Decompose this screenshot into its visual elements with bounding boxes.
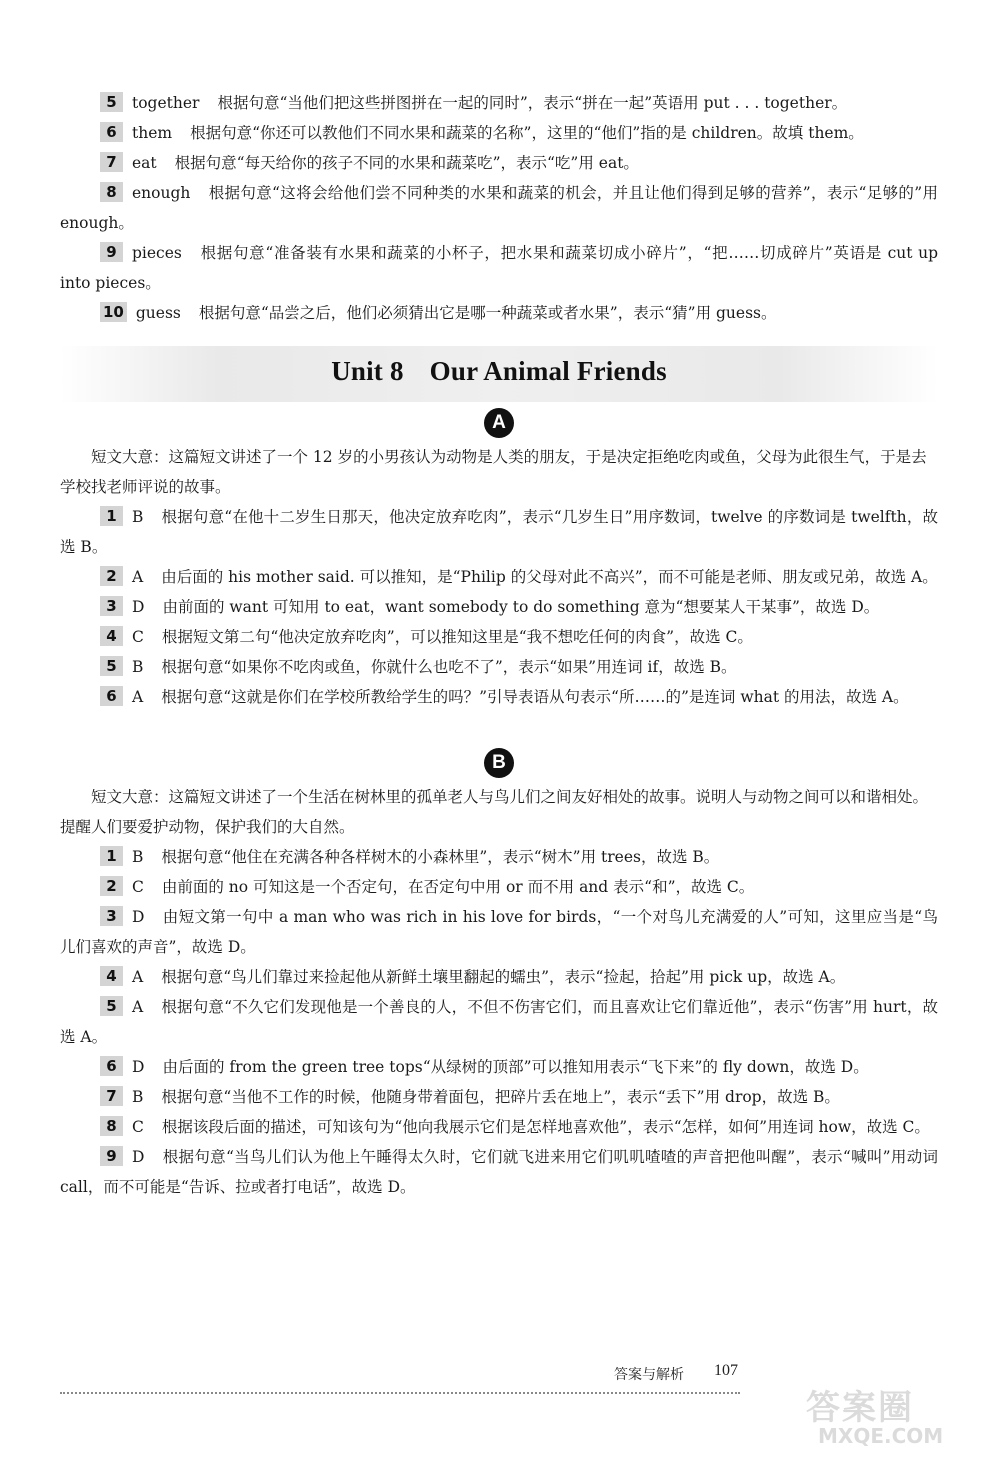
section-spacer	[60, 712, 938, 742]
item-number: 3	[100, 906, 123, 926]
watermark-url: MXQE.COM	[818, 1424, 944, 1448]
section-b-mark: B	[484, 748, 514, 778]
item-number: 1	[100, 506, 123, 526]
item-answer: D	[132, 1148, 145, 1166]
watermark-logo	[796, 1380, 986, 1452]
page-number: 107	[714, 1362, 738, 1379]
item-explanation: 根据句意“当鸟儿们认为他上午睡得太久时，它们就飞进来用它们叽叽喳喳的声音把他叫醒”，表示“喊叫”用动词 call，而不可能是“告诉、拉或者打电话”，故选 D。	[60, 1148, 938, 1196]
answer-item	[60, 992, 938, 1052]
item-explanation: 由后面的 from the green tree tops“从绿树的顶部”可以推知用表示“飞下来”的 fly down，故选 D。	[162, 1058, 869, 1076]
item-answer: eat	[132, 154, 157, 172]
answer-item	[60, 962, 938, 992]
answer-item	[60, 118, 938, 148]
unit-name: Our Animal Friends	[429, 356, 667, 386]
answer-item	[60, 298, 938, 328]
item-number: 5	[100, 996, 123, 1016]
answer-item	[60, 592, 938, 622]
item-explanation: 根据该段后面的描述，可知该句为“他向我展示它们是怎样地喜欢他”，表示“怎样，如何”用连词 how，故选 C。	[161, 1118, 930, 1136]
item-answer: A	[132, 568, 144, 586]
answer-item	[60, 682, 938, 712]
item-answer: D	[132, 908, 145, 926]
section-b-answer-list	[60, 842, 938, 1202]
item-number: 8	[100, 1116, 123, 1136]
answer-item	[60, 1052, 938, 1082]
item-explanation: 由前面的 no 可知这是一个否定句，在否定句中用 or 而不用 and 表示“和”，故选 C。	[161, 878, 755, 896]
answer-item	[60, 1142, 938, 1202]
answer-item	[60, 502, 938, 562]
item-answer: pieces	[132, 244, 182, 262]
item-answer: B	[132, 848, 144, 866]
unit-banner	[60, 346, 938, 402]
answer-item	[60, 622, 938, 652]
answer-item	[60, 902, 938, 962]
item-answer: A	[132, 968, 144, 986]
item-number: 6	[100, 122, 123, 142]
item-explanation: 根据句意“当他不工作的时候，他随身带着面包，把碎片丢在地上”，表示“丢下”用 drop，故选 B。	[161, 1088, 840, 1106]
item-explanation: 根据句意“在他十二岁生日那天，他决定放弃吃肉”，表示“几岁生日”用序数词，twelve 的序数词是 twelfth，故选 B。	[60, 508, 938, 556]
item-explanation: 根据句意“鸟儿们靠过来捡起他从新鲜土壤里翻起的蠕虫”，表示“捡起，拾起”用 pick up，故选 A。	[161, 968, 846, 986]
item-answer: B	[132, 658, 144, 676]
item-explanation: 根据句意“每天给你的孩子不同的水果和蔬菜吃”，表示“吃”用 eat。	[174, 154, 639, 172]
answer-item	[60, 148, 938, 178]
item-number: 6	[100, 686, 123, 706]
answer-item	[60, 178, 938, 238]
item-explanation: 根据句意“你还可以教他们不同水果和蔬菜的名称”，这里的“他们”指的是 children。故填 them。	[190, 124, 864, 142]
item-number: 6	[100, 1056, 123, 1076]
item-answer: D	[132, 1058, 145, 1076]
item-explanation: 根据句意“这就是你们在学校所教给学生的吗？”引导表语从句表示“所……的”是连词 what 的用法，故选 A。	[161, 688, 909, 706]
item-number: 9	[100, 1146, 123, 1166]
answer-item	[60, 562, 938, 592]
item-number: 7	[100, 1086, 123, 1106]
item-answer: A	[132, 998, 144, 1016]
item-answer: guess	[135, 304, 181, 322]
watermark-title: 答案圈	[806, 1388, 914, 1428]
item-explanation: 根据句意“不久它们发现他是一个善良的人，不但不伤害它们，而且喜欢让它们靠近他”，表示“伤害”用 hurt，故选 A。	[60, 998, 938, 1046]
answer-item	[60, 872, 938, 902]
item-explanation: 由后面的 his mother said. 可以推知，是“Philip 的父母对此不高兴”，而不可能是老师、朋友或兄弟，故选 A。	[161, 568, 938, 586]
item-number: 2	[100, 566, 123, 586]
item-answer: D	[132, 598, 145, 616]
item-answer: B	[132, 508, 144, 526]
unit-title	[60, 356, 938, 387]
answer-item	[60, 238, 938, 298]
item-number: 7	[100, 152, 123, 172]
item-number: 3	[100, 596, 123, 616]
item-explanation: 根据句意“当他们把这些拼图拼在一起的同时”，表示“拼在一起”英语用 put . . . together。	[217, 94, 848, 112]
item-answer: A	[132, 688, 144, 706]
item-explanation: 由短文第一句中 a man who was rich in his love for birds，“一个对鸟儿充满爱的人”可知，这里应当是“鸟儿们喜欢的声音”，故选 D。	[60, 908, 938, 956]
answer-item	[60, 652, 938, 682]
unit-label: Unit 8	[331, 356, 404, 386]
page-footer	[60, 1362, 740, 1394]
item-answer: them	[132, 124, 173, 142]
item-answer: enough	[132, 184, 191, 202]
answer-item	[60, 88, 938, 118]
section-b-summary: 短文大意：这篇短文讲述了一个生活在树林里的孤单老人与鸟儿们之间友好相处的故事。说明人与动物之间可以和谐相处。提醒人们要爱护动物，保护我们的大自然。	[60, 788, 929, 836]
item-answer: B	[132, 1088, 144, 1106]
item-explanation: 根据短文第二句“他决定放弃吃肉”，可以推知这里是“我不想吃任何的肉食”，故选 C。	[161, 628, 753, 646]
prev-answer-list	[60, 88, 938, 328]
item-explanation: 根据句意“这将会给他们尝不同种类的水果和蔬菜的机会，并且让他们得到足够的营养”，表示“足够的”用 enough。	[60, 184, 938, 232]
item-answer: C	[132, 628, 144, 646]
section-a-mark: A	[484, 408, 514, 438]
item-number: 1	[100, 846, 123, 866]
item-answer: C	[132, 878, 144, 896]
page-content	[60, 88, 938, 1202]
section-a-answer-list	[60, 502, 938, 712]
item-answer: C	[132, 1118, 144, 1136]
item-number: 5	[100, 92, 123, 112]
answer-item	[60, 1082, 938, 1112]
item-number: 8	[100, 182, 123, 202]
item-number: 10	[100, 302, 127, 322]
answer-item	[60, 842, 938, 872]
item-number: 4	[100, 626, 123, 646]
item-answer: together	[132, 94, 200, 112]
item-explanation: 根据句意“品尝之后，他们必须猜出它是哪一种蔬菜或者水果”，表示“猜”用 guess。	[198, 304, 777, 322]
item-explanation: 根据句意“准备装有水果和蔬菜的小杯子，把水果和蔬菜切成小碎片”，“把……切成碎片”英语是 cut up into pieces。	[60, 244, 938, 292]
item-explanation: 根据句意“如果你不吃肉或鱼，你就什么也吃不了”，表示“如果”用连词 if，故选 B。	[161, 658, 737, 676]
item-explanation: 由前面的 want 可知用 to eat，want somebody to do something 意为“想要某人干某事”，故选 D。	[162, 598, 880, 616]
item-number: 4	[100, 966, 123, 986]
section-a-summary: 短文大意：这篇短文讲述了一个 12 岁的小男孩认为动物是人类的朋友，于是决定拒绝吃肉或鱼，父母为此很生气，于是去学校找老师评说的故事。	[60, 448, 927, 496]
footer-section-label: 答案与解析	[614, 1367, 684, 1383]
answer-item	[60, 1112, 938, 1142]
item-number: 9	[100, 242, 123, 262]
item-number: 2	[100, 876, 123, 896]
item-explanation: 根据句意“他住在充满各种各样树木的小森林里”，表示“树木”用 trees，故选 B。	[161, 848, 720, 866]
item-number: 5	[100, 656, 123, 676]
